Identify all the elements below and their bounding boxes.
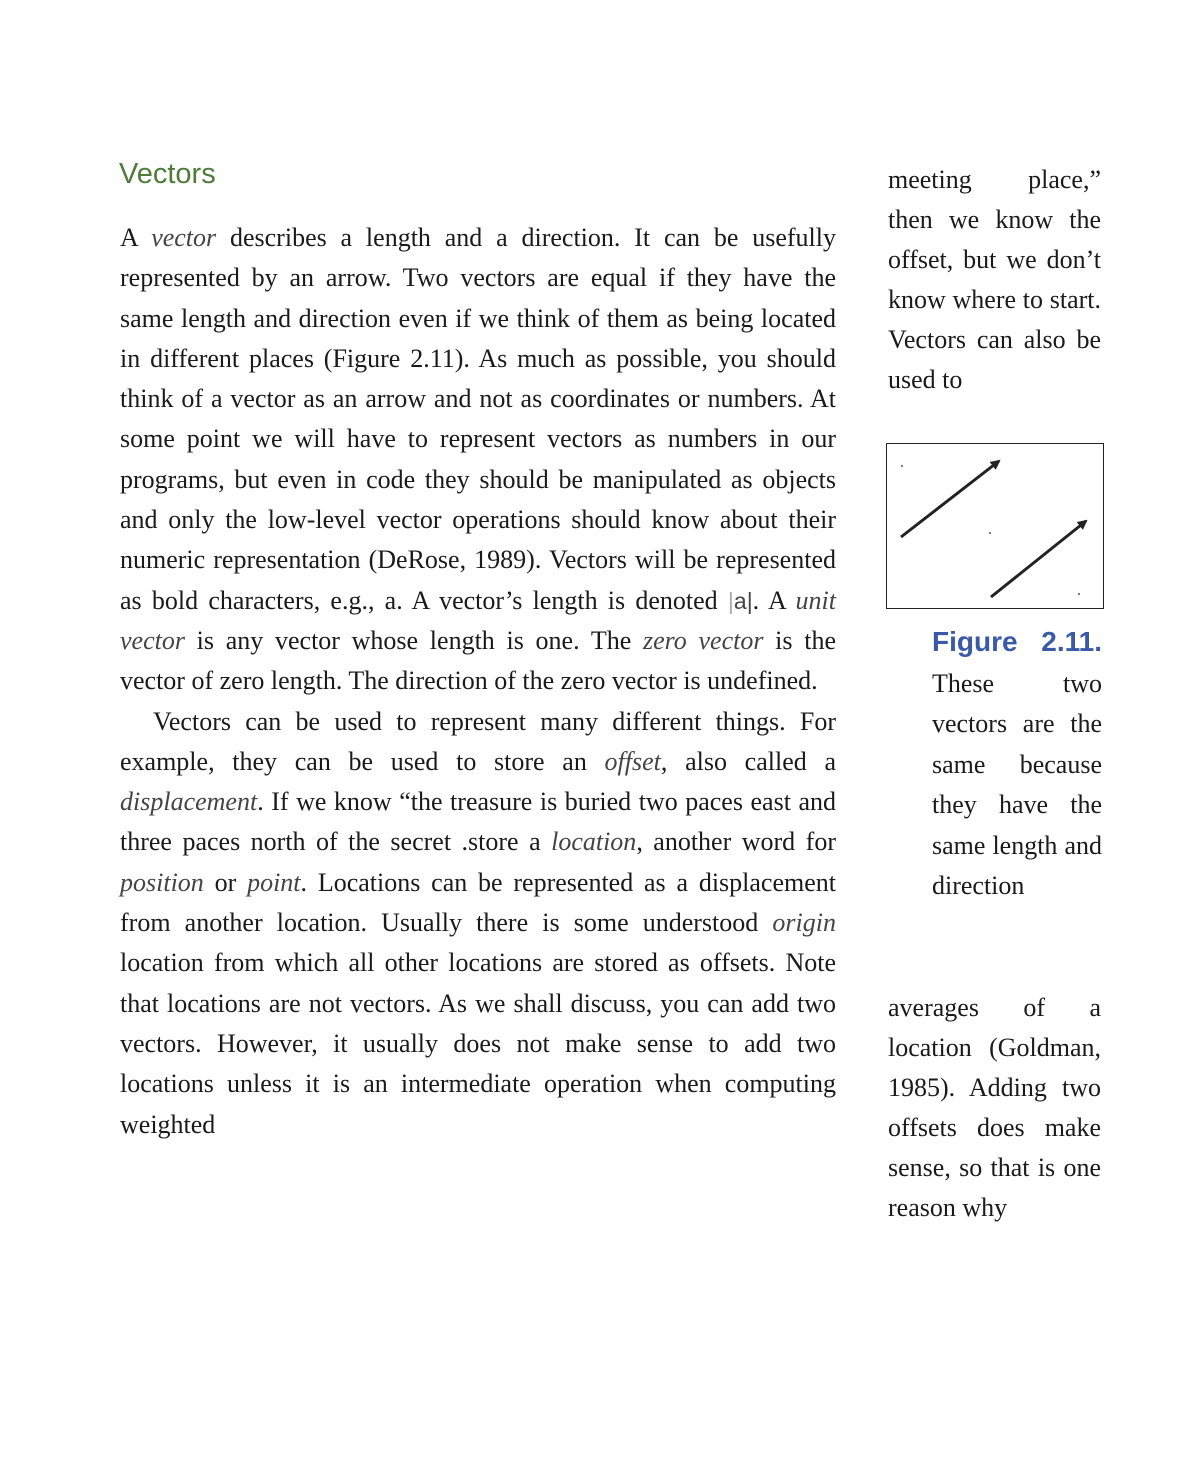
vector-arrow-1 <box>901 461 999 537</box>
norm-notation: |a| <box>727 587 753 614</box>
paragraph-2: Vectors can be used to represent many different things. For example, they can be used to store an offset, also called a displacement. If we know “the treasure is buried two paces east and three paces north of the secret .store a location, another word for position or point. Locations can be represented as a displacement from another location. Usually there is some understood origin location from which all other locations are stored as offsets. Note that locations are not vectors. As we shall discuss, you can add two vectors. However, it usually does not make sense to add two locations unless it is an intermediate operation when computing weighted <box>120 706 836 1139</box>
term-vector: vector <box>151 223 217 252</box>
figure-2-11 <box>886 443 1104 609</box>
vector-arrows-figure <box>887 444 1102 607</box>
term-zero-vector: zero vector <box>642 625 764 655</box>
main-column <box>120 218 836 1145</box>
dot-marker <box>989 532 991 534</box>
vector-arrow-2 <box>991 521 1086 597</box>
term-point: point <box>247 867 301 897</box>
term-displacement: displacement <box>120 787 258 817</box>
dot-marker <box>901 465 903 467</box>
figure-caption <box>932 622 1102 907</box>
side-text-bottom: averages of a location (Goldman, 1985). Adding two offsets does make sense, so that is one reason why <box>888 993 1101 1222</box>
figure-caption-text: These two vectors are the same because they have the same length and direction <box>932 668 1102 900</box>
side-column-bottom <box>888 988 1101 1228</box>
term-unit-vector: unit vector <box>120 585 836 655</box>
term-offset: offset <box>604 746 661 776</box>
term-position: position <box>120 867 204 897</box>
dot-marker <box>1078 593 1080 595</box>
section-heading: Vectors <box>119 158 216 190</box>
term-origin: origin <box>772 908 836 938</box>
side-text-top: meeting place,” then we know the offset, but we don’t know where to start. Vectors can also be used to <box>888 165 1101 394</box>
side-column-top <box>888 160 1101 400</box>
paragraph-1: A vector describes a length and a direction. It can be usefully represented by an arrow. Two vectors are equal if they have the same length and direction even if we think of them as being located in different places (Figure 2.11). As much as possible, you should think of a vector as an arrow and not as coordinates or numbers. At some point we will have to represent vectors as numbers in our programs, but even in code they should be manipulated as objects and only the low-level vector operations should know about their numeric representation (DeRose, 1989). Vectors will be represented as bold characters, e.g., a. A vector’s length is denoted |a|. A unit vector is any vector whose length is one. The zero vector is the vector of zero length. The direction of the zero vector is undefined. <box>120 223 837 696</box>
figure-label: Figure 2.11. <box>932 626 1102 657</box>
term-location: location <box>551 827 637 857</box>
